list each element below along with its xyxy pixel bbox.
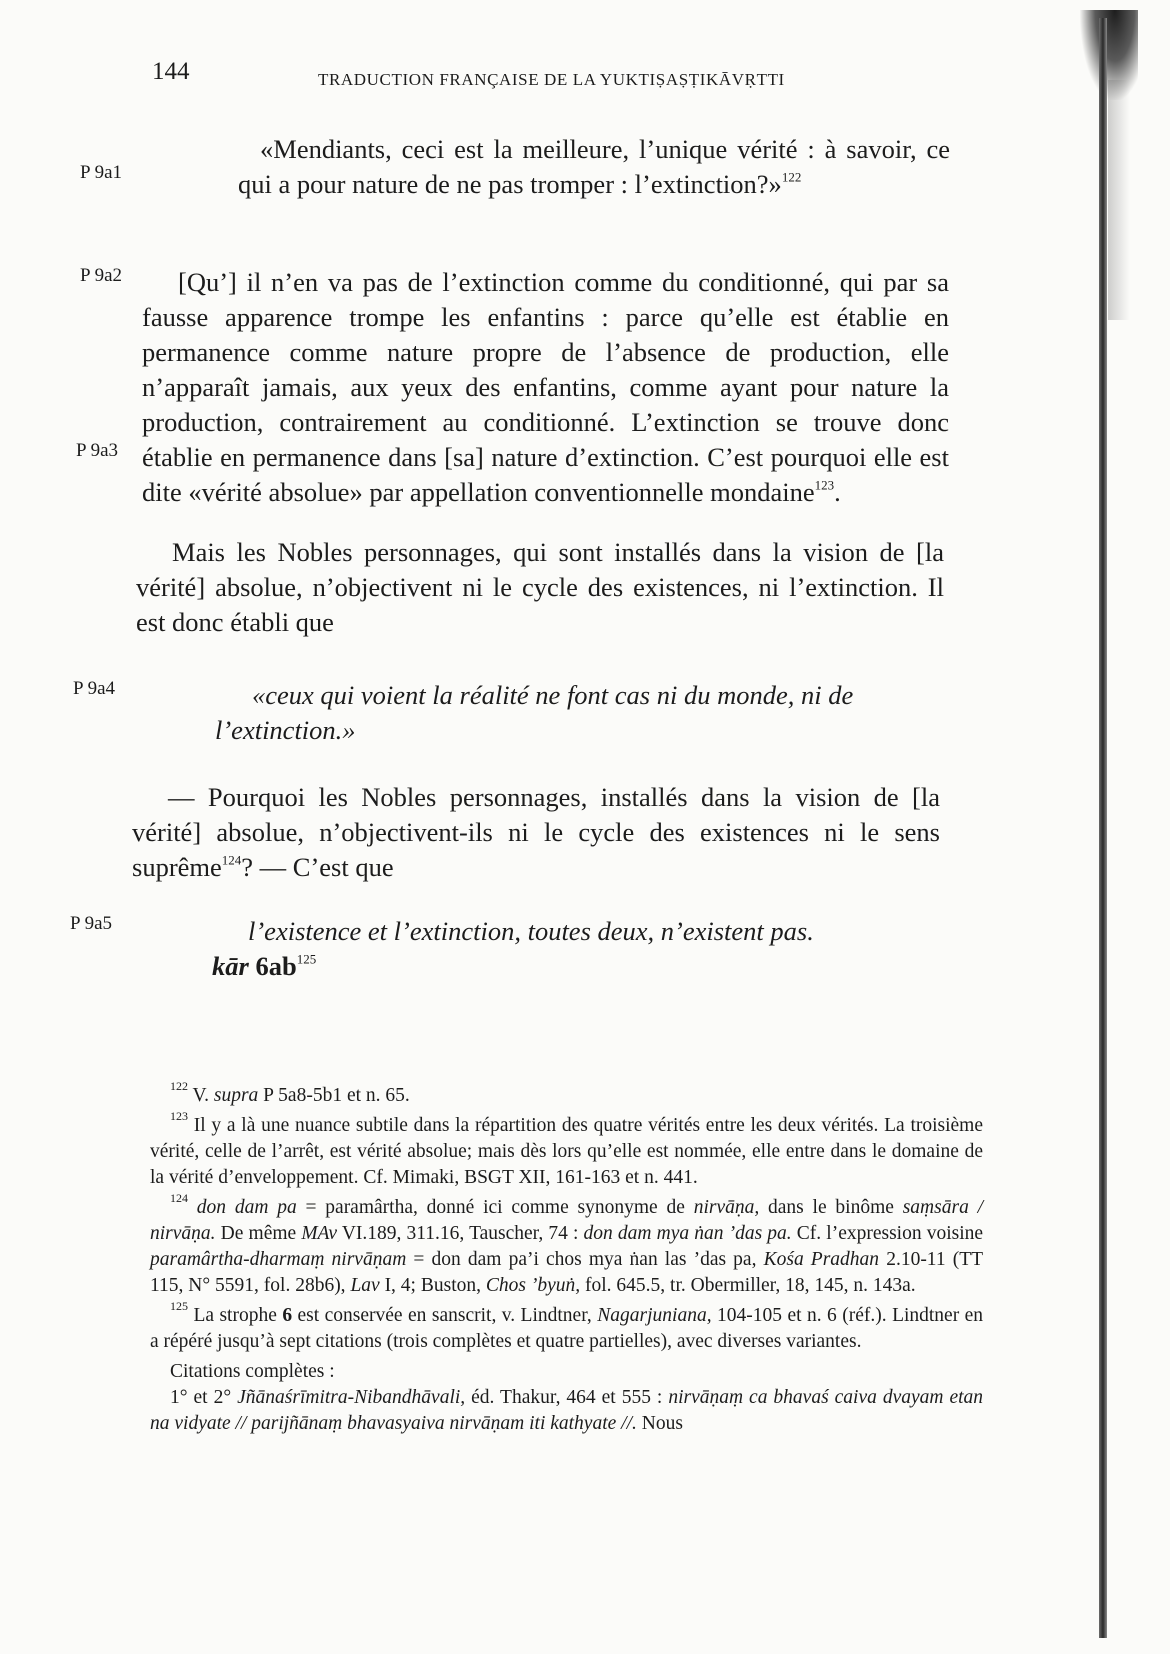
footnote-124-part-r: fol. 645.5, tr. Obermiller, 18, 145, n. 143a. <box>585 1275 916 1296</box>
page-number: 144 <box>152 58 190 85</box>
margin-ref-p9a5: P 9a5 <box>70 913 113 934</box>
footnote-125-part-b: 6 <box>282 1305 293 1326</box>
paragraph-extinction-end: . <box>834 477 841 507</box>
footnote-122-part-b: supra <box>213 1085 259 1106</box>
footnote-124-part-m: Kośa Pradhan <box>763 1249 880 1270</box>
footnote-124-part-p: I, 4; Buston, <box>384 1275 481 1296</box>
footnote-124-part-b: = paramârtha, donné ici comme synonyme de <box>305 1197 685 1218</box>
footnote-124-part-o: Lav <box>350 1275 380 1296</box>
paragraph-nobles-text: Mais les Nobles personnages, qui sont installés dans la vision de [la vérité] absolue, n’objectivent ni le cycle des existences, ni l’extinction. Il est donc établi que <box>136 537 944 637</box>
binding-shadow-fade <box>1108 80 1130 320</box>
verse-reality <box>215 678 915 748</box>
footnote-124-part-g: MAv <box>301 1223 338 1244</box>
footnote-ref-124: 124 <box>221 852 242 868</box>
footnote-124-part-f: De même <box>220 1223 297 1244</box>
footnote-124-part-a: don dam pa <box>196 1197 297 1218</box>
footnote-124-part-j: Cf. l’expression voisine <box>796 1223 984 1244</box>
footnotes <box>150 1079 984 1437</box>
verse-ref-number: 6ab <box>255 951 297 981</box>
citation-1-2-part-a: 1° et 2° <box>170 1387 232 1408</box>
citation-1-2 <box>150 1385 983 1437</box>
footnote-125-part-d: Nagarjuniana, <box>597 1305 712 1326</box>
footnote-123-number: 123 <box>170 1109 188 1124</box>
verse-existence-line-1: l’existence et l’extinction, toutes deux, n’existent pas. <box>248 916 814 946</box>
footnote-124-part-q: Chos ’byuṅ, <box>485 1275 581 1296</box>
footnote-124-part-n: 2.10-11 (TT 115, N° 5591, fol. 28b6), <box>150 1249 984 1296</box>
footnote-124-part-k: paramârtha-dharmaṃ nirvāṇam <box>150 1249 407 1270</box>
margin-ref-p9a4: P 9a4 <box>73 678 116 699</box>
paragraph-extinction-text: [Qu’] il n’en va pas de l’extinction comme du conditionné, qui par sa fausse apparence trompe les enfantins : parce qu’elle est établie en permanence comme nature propre de l’absence de production, elle n’apparaît jamais, aux yeux des enfantins, comme ayant pour nature la production, contrairement au conditionné. L’extinction se trouve donc établie en permanence dans [sa] nature d’extinction. C’est pourquoi elle est dite «vérité absolue» par appellation conventionnelle mondaine <box>142 267 949 507</box>
footnote-122-part-a: V. <box>192 1085 209 1106</box>
footnote-125-part-c: est conservée en sanscrit, v. Lindtner, <box>297 1305 592 1326</box>
footnote-124-part-i: don dam mya ṅan ’das pa. <box>583 1223 792 1244</box>
verse-ref-kar: kār <box>212 951 249 981</box>
paragraph-question-text: — Pourquoi les Nobles personnages, installés dans la vision de [la vérité] absolue, n’objectivent-ils ni le cycle des existences ni le sens suprême <box>132 782 940 882</box>
citation-1-2-part-b: Jñānaśrīmitra-Nibandhāvali, <box>237 1387 466 1408</box>
verse-existence <box>212 914 932 984</box>
verse-reality-line-1: «ceux qui voient la réalité ne font cas ni du monde, ni de <box>252 680 854 710</box>
margin-ref-p9a1: P 9a1 <box>80 162 123 183</box>
footnote-124-part-h: VI.189, 311.16, Tauscher, 74 : <box>341 1223 579 1244</box>
footnote-ref-125: 125 <box>296 951 317 967</box>
footnote-124-part-c: nirvāṇa, <box>693 1197 760 1218</box>
citations-label: Citations complètes : <box>170 1361 335 1382</box>
footnote-125-part-a: La strophe <box>193 1305 277 1326</box>
footnote-124 <box>150 1191 984 1299</box>
opening-quote <box>238 132 950 202</box>
page-binding-edge <box>1099 18 1107 1638</box>
paragraph-extinction <box>142 265 949 510</box>
footnote-124-number: 124 <box>170 1191 188 1206</box>
verse-reality-line-2: l’extinction.» <box>215 715 356 745</box>
footnote-123-text: Il y a là une nuance subtile dans la répartition des quatre vérités entre les deux vérités. La troisième vérité, celle de l’arrêt, est vérité absolue; mais dès lors qu’elle est nommée, elle entre dans le domaine de la vérité d’enveloppement. Cf. Mimaki, BSGT XII, 161-163 et n. 441. <box>150 1115 984 1188</box>
footnote-125-part-e: 104-105 et n. 6 (réf.). Lindtner en a répéré jusqu’à sept citations (trois complètes et quatre partielles), avec diverses variantes. <box>150 1305 984 1352</box>
footnote-125 <box>150 1299 984 1355</box>
footnote-124-part-d: dans le binôme <box>768 1197 894 1218</box>
paragraph-nobles <box>136 535 944 640</box>
footnote-ref-122: 122 <box>781 169 802 185</box>
citation-1-2-part-d: nirvāṇaṃ ca bhavaś caiva dvayam etan na vidyate // parijñānaṃ bhavasyaiva nirvāṇam iti kathyate //. <box>150 1387 984 1434</box>
opening-quote-text: «Mendiants, ceci est la meilleure, l’unique vérité : à savoir, ce qui a pour nature de ne pas tromper : l’extinction?» <box>238 134 950 199</box>
verse-existence-reference <box>212 949 932 984</box>
footnote-125-number: 125 <box>170 1299 188 1314</box>
margin-ref-p9a3: P 9a3 <box>76 440 119 461</box>
margin-ref-p9a2: P 9a2 <box>80 265 123 286</box>
citation-1-2-part-e: Nous <box>641 1413 683 1434</box>
footnote-124-part-l: = don dam pa’i chos mya ṅan las ’das pa, <box>413 1249 757 1270</box>
paragraph-question-end: ? — C’est que <box>241 852 394 882</box>
running-head: TRADUCTION FRANÇAISE DE LA YUKTIṢAṢṬIKĀVṚTTI <box>318 70 785 89</box>
footnote-ref-123: 123 <box>814 477 835 493</box>
paragraph-question <box>132 780 940 885</box>
footnote-123 <box>150 1109 984 1191</box>
footnote-124-part-e: saṃsāra / nirvāṇa. <box>150 1197 984 1244</box>
footnote-122 <box>150 1079 983 1109</box>
citation-1-2-part-c: éd. Thakur, 464 et 555 : <box>471 1387 663 1408</box>
footnote-122-number: 122 <box>170 1079 188 1094</box>
footnote-122-part-c: P 5a8-5b1 et n. 65. <box>263 1085 410 1106</box>
